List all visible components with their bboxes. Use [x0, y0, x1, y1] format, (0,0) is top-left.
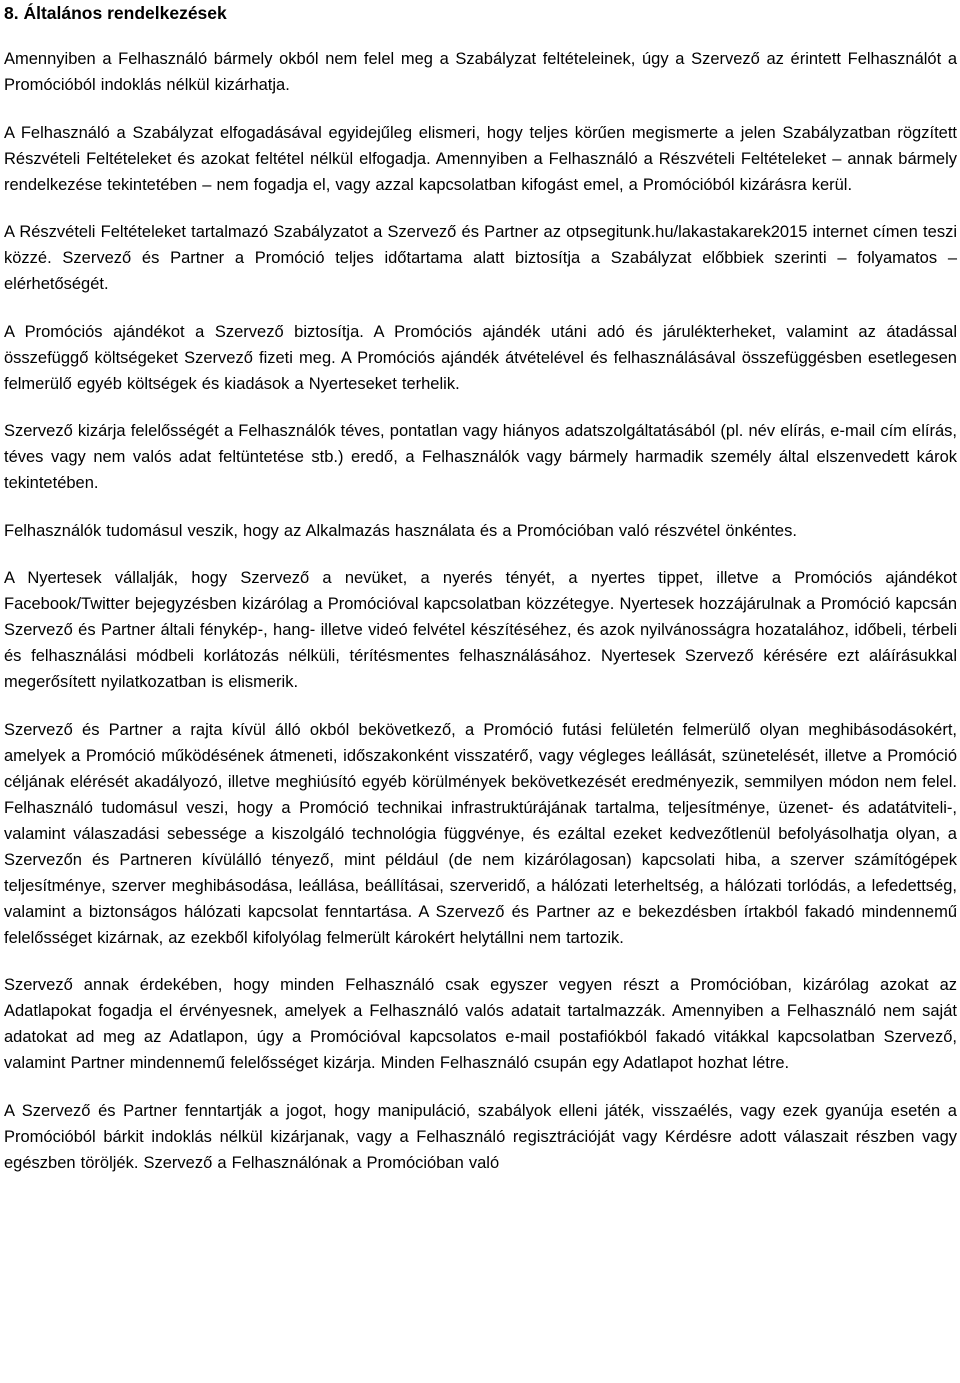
section-heading: 8. Általános rendelkezések [4, 3, 227, 23]
document-page [4, 0, 957, 1176]
paragraph-acceptance: A Felhasználó a Szabályzat elfogadásával egyidejűleg elismeri, hogy teljes körűen megismerte a jelen Szabályzatban rögzített Részvételi Feltételeket és azokat feltétel nélkül elfogadja. Amennyiben a Felhasználó a Részvételi Feltételeket – annak bármely rendelkezése tekintetében – nem fogadja el, vagy azzal kapcsolatban kifogást emel, a Promócióból kizárásra kerül. [4, 123, 957, 194]
paragraph-single-participation: Szervező annak érdekében, hogy minden Felhasználó csak egyszer vegyen részt a Promócióban, kizárólag azokat az Adatlapokat fogadja el érvényesnek, amelyek a Felhasználó valós adatait tartalmazzák. Amennyiben a Felhasználó nem saját adatokat ad meg az Adatlapon, úgy a Promócióval kapcsolatos e-mail postafiókból fakadó vitákkal kapcsolatban Szervező, valamint Partner mindennemű felelősséget kizárja. Minden Felhasználó csupán egy Adatlapot hozhat létre. [4, 976, 957, 1072]
paragraph-data-liability: Szervező kizárja felelősségét a Felhasználók téves, pontatlan vagy hiányos adatszolgáltatásából (pl. név elírás, e-mail cím elírás, téves vagy nem valós adat feltüntetése stb.) eredő, a Felhasználók vagy bármely harmadik személy által elszenvedett károk tekintetében. [4, 422, 957, 492]
paragraph-manipulation: A Szervező és Partner fenntartják a jogot, hogy manipuláció, szabályok elleni játék, visszaélés, vagy ezek gyanúja esetén a Promócióból bárkit indoklás nélkül kizárjanak, vagy a Felhasználó regisztrációját vagy Kérdésre adott válaszait részben vagy egészben töröljék. Szervező a Felhasználónak a Promócióban való [4, 1101, 957, 1172]
paragraph-voluntary: Felhasználók tudomásul veszik, hogy az Alkalmazás használata és a Promócióban való részvétel önkéntes. [4, 521, 797, 540]
paragraph-technical-liability: Szervező és Partner a rajta kívül álló okból bekövetkező, a Promóció futási felületén felmerülő olyan meghibásodásokért, amelyek a Promóció működésének átmeneti, időszakonként visszatérő, vagy végleges leállását, szünetelését, illetve a Promóció céljának elérését akadályozó, illetve meghiúsító egyéb körülmények bekövetkezését eredményezik, semmilyen módon nem felel. Felhasználó tudomásul veszi, hogy a Promóció technikai infrastruktúrájának tartalma, teljesítménye, üzenet- és adatátviteli-, valamint válaszadási sebessége a kiszolgáló technológia függvénye, és ezáltal ezeket kedvezőtlenül befolyásolhatja olyan, a Szervezőn és Partneren kívülálló tényező, mint például (de nem kizárólagosan) kapcsolati hiba, a szerver számítógépek teljesítménye, szerver meghibásodása, leállása, beállításai, szerveridő, a hálózati leterheltség, a hálózati torlódás, a lefedettség, valamint a biztonságos hálózati kapcsolat fenntartása. A Szervező és Partner az e bekezdésben írtakból fakadó mindennemű felelősséget kizárnak, az ezekből kifolyólag felmerült károkért helytállni nem tartozik. [4, 720, 957, 947]
paragraph-winners-consent: A Nyertesek vállalják, hogy Szervező a nevüket, a nyerés tényét, a nyertes tippet, illetve a Promóciós ajándékot Facebook/Twitter bejegyzésben kizárólag a Promócióval kapcsolatban közzétegye. Nyertesek hozzájárulnak a Promóció kapcsán Szervező és Partner általi fénykép-, hang- illetve videó felvétel készítéséhez, és azok nyilvánosságra hozatalához, időbeli, térbeli és felhasználási módbeli korlátozás nélküli, térítésmentes felhasználásához. Nyertesek Szervező kérésére ezt aláírásukkal megerősített nyilatkozatban is elismerik. [4, 569, 957, 691]
paragraph-prize: A Promóciós ajándékot a Szervező biztosítja. A Promóciós ajándék utáni adó és járulékterheket, valamint az átadással összefüggő költségeket Szervező fizeti meg. A Promóciós ajándék átvételével és felhasználásával összefüggésben esetlegesen felmerülő egyéb költségek és kiadások a Nyerteseket terhelik. [4, 322, 957, 393]
paragraph-publication: A Részvételi Feltételeket tartalmazó Szabályzatot a Szervező és Partner az otpsegitunk.hu/lakastakarek2015 internet címen teszi közzé. Szervező és Partner a Promóció teljes időtartama alatt biztosítja a Szabályzat előbbiek szerinti – folyamatos – elérhetőségét. [4, 223, 957, 293]
paragraph-exclusion: Amennyiben a Felhasználó bármely okból nem felel meg a Szabályzat feltételeinek, úgy a Szervező az érintett Felhasználót a Promócióból indoklás nélkül kizárhatja. [4, 50, 957, 94]
